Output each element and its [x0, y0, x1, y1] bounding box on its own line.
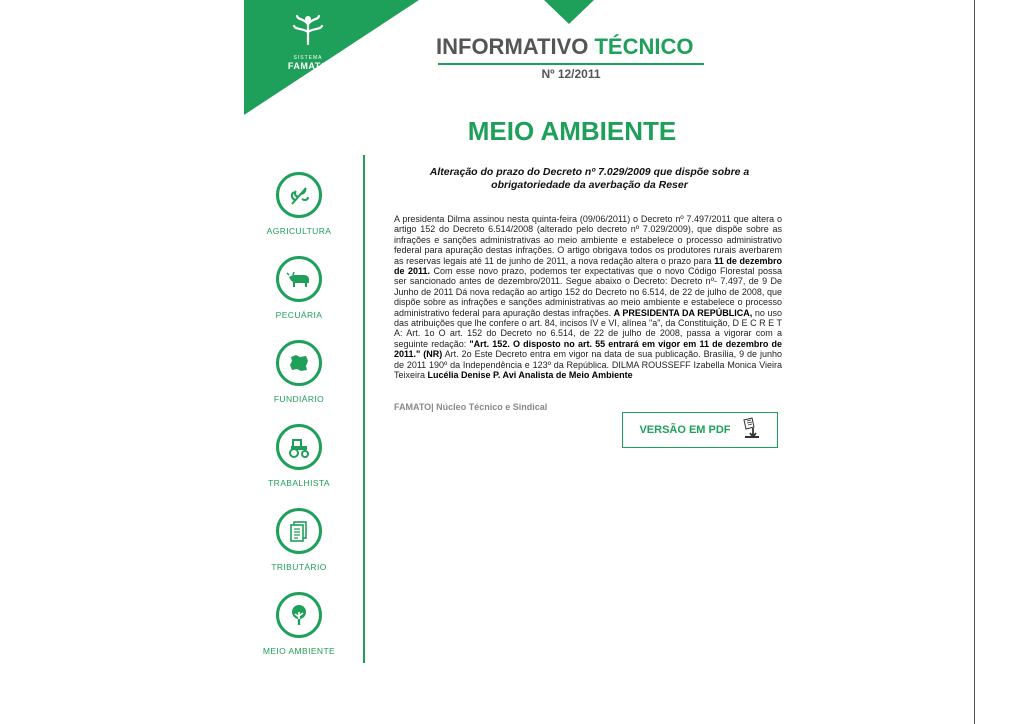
article-text: no uso das atribuições que lhe confere o art. 84, incisos IV e VI, alínea "a", da Constituição, D E C R E T A: Art. 1o O art. 152 do Decreto no 6.514, de 22 de julho de 2008, passa a vigorar com a seguinte redação: [394, 307, 783, 349]
sidebar-item-tributario[interactable] [253, 508, 345, 572]
pdf-download-icon [741, 417, 761, 444]
sidebar-item-label: TRABALHISTA [268, 478, 330, 488]
bulletin-title-part2: TÉCNICO [594, 34, 694, 59]
sidebar-item-label: FUNDIÁRIO [273, 394, 325, 404]
bulletin-title [436, 34, 706, 60]
bulletin-number: Nº 12/2011 [541, 67, 601, 81]
famato-logo-icon [268, 14, 348, 53]
sidebar-item-label: PECUÁRIA [275, 310, 323, 320]
sidebar-item-trabalhista[interactable] [253, 424, 345, 488]
sidebar-item-meio-ambiente[interactable] [253, 592, 345, 656]
document-icon [276, 508, 322, 554]
article-text: A presidenta Dilma assinou nesta quinta-feira (09/06/2011) o Decreto nº 7.497/2011 que altera o artigo 152 do Decreto 6.514/2008 (alterado pelo decreto nº 7.029/2009), que dispõe sobre as infrações e sanções administrativas ao meio ambiente e estabelece o processo administrativo federal para apuração destas infrações. O artigo obrigava todos os produtores rurais averbarem as reservas legais até 11 de junho de 2011, a nova redação altera o prazo para [394, 214, 782, 266]
famato-logo[interactable] [268, 14, 348, 71]
header-decoration [544, 0, 594, 24]
article-text: Art. 2o Este Decreto entra em vigor na data de sua publicação. Brasília, 9 de junho de 2011 190º da Independência e 123º da República. DILMA ROUSSEFF Izabella Monica Vieira Teixeira [394, 349, 782, 381]
tree-icon [276, 592, 322, 638]
sidebar-item-agricultura[interactable] [253, 172, 345, 236]
page-edge-line [974, 0, 975, 724]
title-underline [438, 63, 704, 65]
sidebar-item-label: AGRICULTURA [266, 226, 332, 236]
article-emphasis: A PRESIDENTA DA REPÚBLICA, [613, 307, 753, 318]
plant-icon [276, 172, 322, 218]
article-emphasis: "Art. 152. O disposto no art. 55 entrará em vigor em 11 de dezembro de 2011." (NR) [394, 338, 782, 360]
article-source: FAMATO| Núcleo Técnico e Sindical [394, 402, 548, 412]
pdf-version-button[interactable] [622, 412, 778, 448]
sidebar-item-fundiario[interactable] [253, 340, 345, 404]
article-text: Com esse novo prazo, podemos ter expectativas que o novo Código Florestal possa ser sancionado antes de dezembro/2011. Segue abaixo o Decreto: Decreto nº- 7.497, de 9 De Junho de 2011 Dá nova redação ao artigo 152 do Decreto no 6.514, de 22 de julho de 2008, que dispõe sobre as infrações e sanções administrativas ao meio ambiente e estabelece o processo administrativo federal para apuração destas infrações. [394, 266, 782, 318]
logo-brand-text: FAMATO [287, 61, 329, 71]
article-emphasis: 11 de dezembro de 2011. [394, 255, 782, 277]
sidebar-item-pecuaria[interactable] [253, 256, 345, 320]
logo-system-text: SISTEMA [293, 55, 323, 61]
article-subtitle: Alteração do prazo do Decreto nº 7.029/2009 que dispõe sobre a obrigatoriedade da averbação da Reser [429, 166, 750, 191]
cattle-icon [276, 256, 322, 302]
pdf-button-label: VERSÃO EM PDF [639, 424, 731, 436]
map-icon [276, 340, 322, 386]
article-signature: Lucélia Denise P. Avi Analista de Meio Ambiente [427, 370, 633, 381]
bulletin-title-part1: INFORMATIVO [436, 34, 589, 59]
tractor-icon [276, 424, 322, 470]
sidebar-divider [363, 155, 365, 663]
sidebar-item-label: MEIO AMBIENTE [262, 646, 336, 656]
page-title: MEIO AMBIENTE [467, 116, 677, 146]
article-body [394, 214, 782, 381]
sidebar-item-label: TRIBUTÁRIO [271, 562, 327, 572]
